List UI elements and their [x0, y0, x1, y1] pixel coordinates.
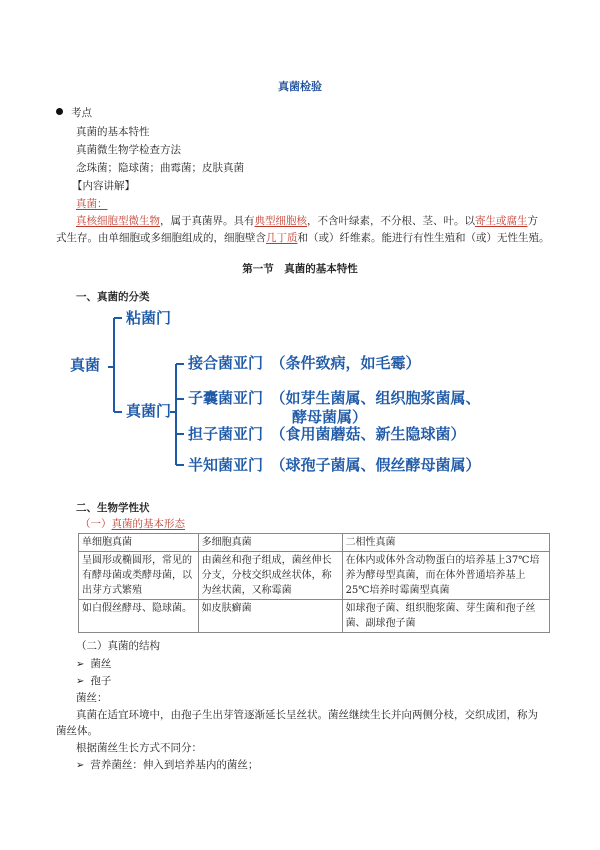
table-cell: 呈圆形或椭圆形，常见的有酵母菌或类酵母菌，以出芽方式繁殖: [79, 552, 199, 600]
hypha-text: 真菌在适宜环境中，由孢子生出芽管逐渐延长呈丝状。菌丝继续生长并向两侧分枝，交织成团，称为: [76, 709, 538, 721]
bullet-icon: [56, 108, 63, 115]
table-header: 多细胞真菌: [198, 534, 342, 552]
structure-item-label: 孢子: [90, 675, 112, 687]
diagram-sub-ascomycotina: 子囊菌亚门 （如芽生菌属、组织胞浆菌属、: [188, 389, 481, 407]
definition-line-1: [76, 214, 538, 228]
fungus-term: 真菌：: [76, 198, 108, 210]
morph-title: 真菌的基本形态: [111, 518, 185, 530]
exam-point-item: 真菌微生物学检查方法: [76, 144, 181, 156]
exam-points-heading: [56, 106, 92, 120]
diagram-root: 真菌: [70, 356, 101, 374]
section-title: 第一节 真菌的基本特性: [242, 263, 358, 275]
table-cell: 如球孢子菌、组织胞浆菌、芽生菌和孢子丝菌、副球孢子菌: [342, 600, 549, 633]
classification-heading: 一、真菌的分类: [76, 291, 150, 303]
exam-point-item: 念珠菌；隐球菌；曲霉菌；皮肤真菌: [76, 162, 244, 174]
exam-point-item: 真菌的基本特性: [76, 126, 150, 138]
hypha-text-cont: 菌丝体。: [56, 725, 98, 737]
structure-item-label: 菌丝: [90, 658, 112, 670]
veg-hypha-label: 营养菌丝：伸入到培养基内的菌丝；: [90, 759, 259, 771]
structure-item: [76, 657, 111, 672]
table-header-row: [79, 534, 550, 552]
term-parasitic: 寄生或腐生: [475, 215, 528, 227]
def-text: ，属于真菌界。具有: [160, 215, 255, 227]
diagram-branch-slime-mold: 粘菌门: [126, 309, 172, 327]
diagram-branch-eumycota: 真菌门: [126, 402, 172, 420]
diagram-sub-deuteromycotina: 半知菌亚门 （球孢子菌属、假丝酵母菌属）: [188, 456, 481, 474]
veg-hypha-item: [76, 758, 258, 773]
structure-item: [76, 674, 111, 689]
exam-points-label: 考点: [71, 107, 92, 119]
term-nucleus: 典型细胞核: [254, 215, 307, 227]
definition-line-2: [56, 231, 550, 245]
table-row: [79, 600, 550, 633]
def-text: ，不含叶绿素，不分根、茎、叶。以: [307, 215, 475, 227]
doc-title: 真菌检验: [278, 80, 322, 93]
table-header: 单细胞真菌: [79, 534, 199, 552]
diagram-sub-zygomycotina: 接合菌亚门 （条件致病，如毛霉）: [188, 354, 421, 372]
diagram-sub-ascomycotina-cont: 酵母菌属）: [292, 408, 368, 426]
term-chitin: 几丁质: [266, 232, 298, 244]
diagram-sub-basidiomycotina: 担子菌亚门 （食用菌蘑菇、新生隐球菌）: [188, 425, 466, 443]
classification-diagram: [70, 300, 540, 490]
table-cell: 如皮肤癣菌: [198, 600, 342, 633]
morph-heading: [80, 517, 185, 531]
table-cell: 由菌丝和孢子组成，菌丝伸长分支，分枝交织成丝状体，称为丝状菌，又称霉菌: [198, 552, 342, 600]
growth-text: 根据菌丝生长方式不同分：: [76, 742, 202, 754]
def-text: 方: [527, 215, 538, 227]
arrow-bullet-icon: ➢: [76, 760, 85, 771]
table-row: [79, 552, 550, 600]
morph-prefix: （一）: [80, 518, 112, 530]
table-cell: 如白假丝酵母、隐球菌。: [79, 600, 199, 633]
morph-table: [78, 533, 550, 633]
bio-heading: 二、生物学性状: [76, 502, 150, 514]
hypha-label: 菌丝：: [76, 692, 108, 704]
table-header: 二相性真菌: [342, 534, 549, 552]
arrow-bullet-icon: ➢: [76, 659, 85, 670]
table-cell: 在体内或体外含动物蛋白的培养基上37℃培养为酵母型真菌，而在体外普通培养基上25℃培养时霉菌型真菌: [342, 552, 549, 600]
def-text: 和（或）纤维素。能进行有性生殖和（或）无性生殖。: [297, 232, 550, 244]
content-label: 【内容讲解】: [72, 180, 135, 192]
term-eukaryotic: 真核细胞型微生物: [76, 215, 160, 227]
arrow-bullet-icon: ➢: [76, 676, 85, 687]
structure-heading: （二）真菌的结构: [76, 640, 160, 652]
def-text: 式生存。由单细胞或多细胞组成的，细胞壁含: [56, 232, 266, 244]
